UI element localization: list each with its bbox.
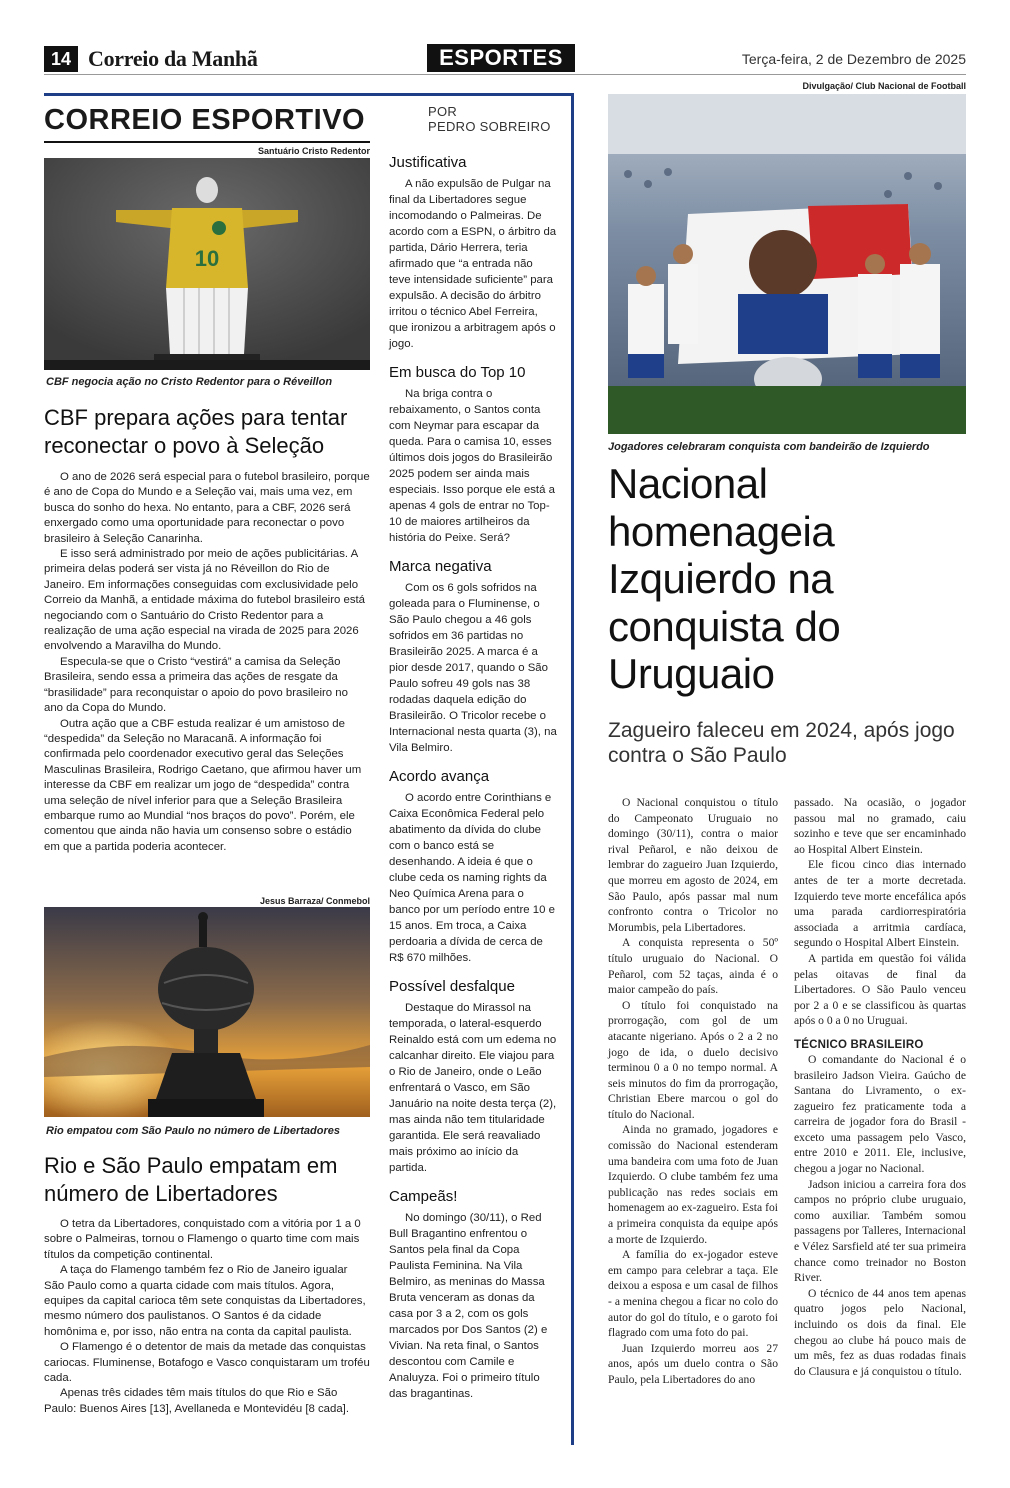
note-text: Destaque do Mirassol na temporada, o lateral-esquerdo Reinaldo está com um edema no calcanhar direito. Ele viajou para o Rio de Janeiro, onde o Leão enfrentará o Vasco, em São Januário na noite desta terça (2), mas ainda não tem titularidade garantida. Ele será reavaliado mais próximo ao início da partida. [389, 1002, 557, 1174]
note-item [389, 362, 557, 546]
paragraph: O Nacional conquistou o título do Campeonato Uruguaio no domingo (30/11), contra o maior rival Peñarol, e não deixou de lembrar do zagueiro Juan Izquierdo, que morreu em agosto de 2024, em São Paulo, após passar mal num confronto contra o Tricolor no Morumbis, pela Libertadores. [608, 796, 778, 934]
story-headline: Rio e São Paulo empatam em número de Libertadores [44, 1153, 338, 1206]
column-title: CORREIO ESPORTIVO [44, 104, 366, 136]
note-text: A não expulsão de Pulgar na final da Libertadores segue incomodando o Palmeiras. De acordo com a ESPN, o árbitro da partida, Dário Herrera, teria afirmado que “a entrada não teve intensidade suficiente” para expulsão. A decisão do árbitro irritou o técnico Abel Ferreira, que ironizou a arbitragem após o jogo. [389, 178, 557, 350]
story-body [44, 1217, 370, 1417]
column-title-rule [44, 141, 370, 143]
nacional-celebration-illustration [608, 94, 966, 434]
note-item [389, 1186, 557, 1402]
note-item [389, 766, 557, 966]
main-body-col-1 [608, 795, 778, 1388]
note-title: Campeãs! [389, 1188, 458, 1205]
header-divider [44, 74, 966, 75]
section-tag: ESPORTES [427, 44, 575, 72]
note-title: Justificativa [389, 154, 467, 171]
story-headline: CBF prepara ações para tentar reconectar o povo à Seleção [44, 405, 348, 458]
celebration-photo [608, 94, 966, 434]
paragraph: O título foi conquistado na prorrogação, com gol de um atacante nigeriano. Após o 2 a 2 no jogo de ida, o duelo decisivo terminou 0 a 0 no tempo normal. A seis minutos do fim da prorrogação, Christian Ebere marcou o gol do título do Nacional. [608, 998, 778, 1121]
trophy-photo [44, 907, 370, 1117]
photo-caption: CBF negocia ação no Cristo Redentor para o Réveillon [46, 376, 333, 388]
column-notes [389, 152, 557, 1412]
note-title: Acordo avança [389, 768, 490, 785]
paragraph: Especula-se que o Cristo “vestirá” a camisa da Seleção Brasileira, sendo essa a primeira das ações de resgate da “brasilidade” para reconquistar o apoio do povo brasileiro no ano da Copa do Mundo. [44, 655, 348, 715]
subhead: TÉCNICO BRASILEIRO [794, 1038, 924, 1051]
photo-credit: Jesus Barraza/ Conmebol [259, 896, 370, 906]
paragraph: O ano de 2026 será especial para o futebol brasileiro, porque é ano de Copa do Mundo e a Seleção vai, mais uma vez, em busca do sonho do hexa. No entanto, para a CBF, 2026 será enxergado como uma oportunidade para reconectar o povo brasileiro à Seleção Canarinha. [44, 471, 370, 545]
paragraph: A conquista representa o 50º título uruguaio do Nacional. O Peñarol, com 52 taças, ainda é o maior campeão do país. [608, 936, 778, 997]
column-byline [428, 104, 551, 134]
issue-date: Terça-feira, 2 de Dezembro de 2025 [741, 51, 966, 67]
story-body [44, 470, 370, 855]
note-text: Com os 6 gols sofridos na goleada para o Fluminense, o São Paulo chegou a 46 gols sofridos em 36 partidas no Brasileirão 2025. A marca é a pior desde 2017, quando o São Paulo sofreu 49 gols nas 38 rodadas daquela edição do Brasileirão. O Tricolor recebe o Internacional nesta quarta (3), na Vila Belmiro. [389, 582, 557, 754]
note-title: Em busca do Top 10 [389, 364, 526, 381]
note-text: Na briga contra o rebaixamento, o Santos conta com Neymar para escapar da queda. Para o camisa 10, esses últimos dois jogos do Brasileirão 2025 podem ser ainda mais especiais. Isso porque ele está a apenas 4 gols de entrar no Top-10 de maiores artilheiros da história do Peixe. Será? [389, 388, 555, 544]
main-deck: Zagueiro faleceu em 2024, após jogo contra o São Paulo [608, 719, 955, 767]
paragraph: O Flamengo é o detentor de mais da metade das conquistas cariocas. Fluminense, Botafogo e Vasco conquistaram um troféu cada. [44, 1341, 370, 1385]
paragraph: Ainda no gramado, jogadores e comissão do Nacional estenderam uma bandeira com uma foto de Juan Izquierdo. O clube também fez uma publicação nas redes sociais em homenagem ao ex-zagueiro. Esta foi a primeira conquista da equipe após a morte de Izquierdo. [608, 1123, 778, 1246]
photo-caption: Jogadores celebraram conquista com bandeirão de Izquierdo [608, 441, 930, 453]
paragraph: A família do ex-jogador esteve em campo para celebrar a taça. Ele deixou a esposa e um casal de filhos - a menina chegou a ficar no colo do autor do gol do título, e o garoto foi flagrado com uma foto do pai. [608, 1248, 778, 1340]
paragraph: O técnico de 44 anos tem apenas quatro jogos pelo Nacional, incluindo os dois da final. Ele chegou ao clube há pouco mais de um mês, fez as duas rodadas finais do Clausura e já conquistou o título. [794, 1286, 966, 1378]
paragraph: Outra ação que a CBF estuda realizar é um amistoso de “despedida” da Seleção no Maracanã. A informação foi confirmada pelo coordenador executivo geral das Seleções Masculinas Brasileira, Rodrigo Caetano, que afirmou haver um interesse da CBF em realizar um jogo de “despedida” contra uma seleção de nível inferior para que a Seleção Brasileira embarque rumo ao Mundial “nos braços do povo”. Porém, ele comentou que ainda não havia um consenso sobre o estádio em que a partida poderia acontecer. [44, 717, 362, 853]
byline-prefix: POR [428, 104, 458, 119]
newspaper-brand: Correio da Manhã [88, 46, 258, 71]
libertadores-trophy-illustration [44, 907, 370, 1117]
page-number: 14 [44, 46, 78, 72]
note-item [389, 976, 557, 1176]
column-side-rule [571, 93, 574, 1445]
paragraph: A taça do Flamengo também fez o Rio de Janeiro igualar São Paulo como a quarta cidade com mais títulos. Agora, equipes da capital carioca têm sete conquistas da Libertadores, mesmo número dos paulistanos. O Santos é da cidade homônima e, por isso, não entra na conta da capital paulista. [44, 1264, 366, 1338]
photo-caption: Rio empatou com São Paulo no número de Libertadores [46, 1125, 340, 1137]
paragraph: A partida em questão foi válida pelas oitavas de final da Libertadores. O São Paulo venceu por 2 a 0 e se classificou às quartas após o 0 a 0 no Uruguai. [794, 951, 966, 1028]
main-headline: Nacional homenageia Izquierdo na conquista do Uruguaio [608, 460, 841, 698]
cristo-redentor-illustration [44, 158, 370, 370]
note-text: No domingo (30/11), o Red Bull Bragantino enfrentou o Santos pela final da Copa Paulista Feminina. Na Vila Belmiro, as meninas do Massa Bruta venceram as donas da casa por 3 a 2, com os gols marcados por Dos Santos (2) e Vivian. Na reta final, o Santos descontou com Camile e Analuyza. Foi o primeiro título das bragantinas. [389, 1212, 548, 1400]
note-title: Marca negativa [389, 558, 492, 575]
cristo-photo [44, 158, 370, 370]
note-item [389, 556, 557, 756]
paragraph: Jadson iniciou a carreira fora dos campos no próprio clube uruguaio, como auxiliar. Também somou passagens por Talleres, Internacional e Vélez Sarsfield até ter sua primeira chance como treinador no Boston River. [794, 1177, 966, 1285]
paragraph: O comandante do Nacional é o brasileiro Jadson Vieira. Gaúcho de Santana do Livramento, o ex-zagueiro fez praticamente toda a carreira de jogador fora do Brasil - exceto uma passagem pelo Vasco, entre 2010 e 2011. Ele, inclusive, chegou a jogar no Nacional. [794, 1052, 966, 1176]
paragraph: E isso será administrado por meio de ações publicitárias. A primeira delas poderá ser vista já no Réveillon do Rio de Janeiro. Em informações conseguidas com exclusividade pelo Correio da Manhã, a entidade máxima do futebol brasileiro está negociando com o Santuário do Cristo Redentor para a realização de uma ação especial na virada de 2025 para 2026 envolvendo a Maravilha do Mundo. [44, 548, 366, 653]
note-item [389, 152, 557, 352]
byline-author: PEDRO SOBREIRO [428, 119, 551, 134]
photo-credit: Santuário Cristo Redentor [257, 146, 370, 156]
photo-credit: Divulgação/ Club Nacional de Football [802, 81, 966, 91]
main-body-col-2 [794, 795, 966, 1379]
note-title: Possível desfalque [389, 978, 515, 995]
note-text: O acordo entre Corinthians e Caixa Econômica Federal pelo abatimento da dívida do clube com o banco está se desenhando. A ideia é que o clube ceda os naming rights da Neo Química Arena para o banco por um período entre 10 e 15 anos. Em troca, a Caixa perdoaria a dívida de cerca de R$ 670 milhões. [389, 792, 555, 964]
paragraph: Juan Izquierdo morreu aos 27 anos, após um duelo contra o São Paulo, pela Libertadores do ano [608, 1341, 778, 1386]
page-header [44, 44, 966, 74]
column-top-rule [44, 93, 573, 96]
paragraph: Apenas três cidades têm mais títulos do que Rio e São Paulo: Buenos Aires [13], Avellaneda e Montevidéu [8 cada]. [44, 1387, 350, 1415]
paragraph: Ele ficou cinco dias internado antes de ter a morte decretada. Izquierdo teve morte encefálica após uma parada cardiorrespiratória associada a arritmia cardíaca, segundo o Hospital Albert Einstein. [794, 858, 966, 950]
paragraph: passado. Na ocasião, o jogador passou mal no gramado, caiu sozinho e teve que ser encaminhado ao Hospital Albert Einstein. [794, 796, 966, 856]
paragraph: O tetra da Libertadores, conquistado com a vitória por 1 a 0 sobre o Palmeiras, tornou o Flamengo o quarto time com mais títulos da competição continental. [44, 1218, 361, 1261]
svg-text:10: 10 [194, 246, 220, 271]
